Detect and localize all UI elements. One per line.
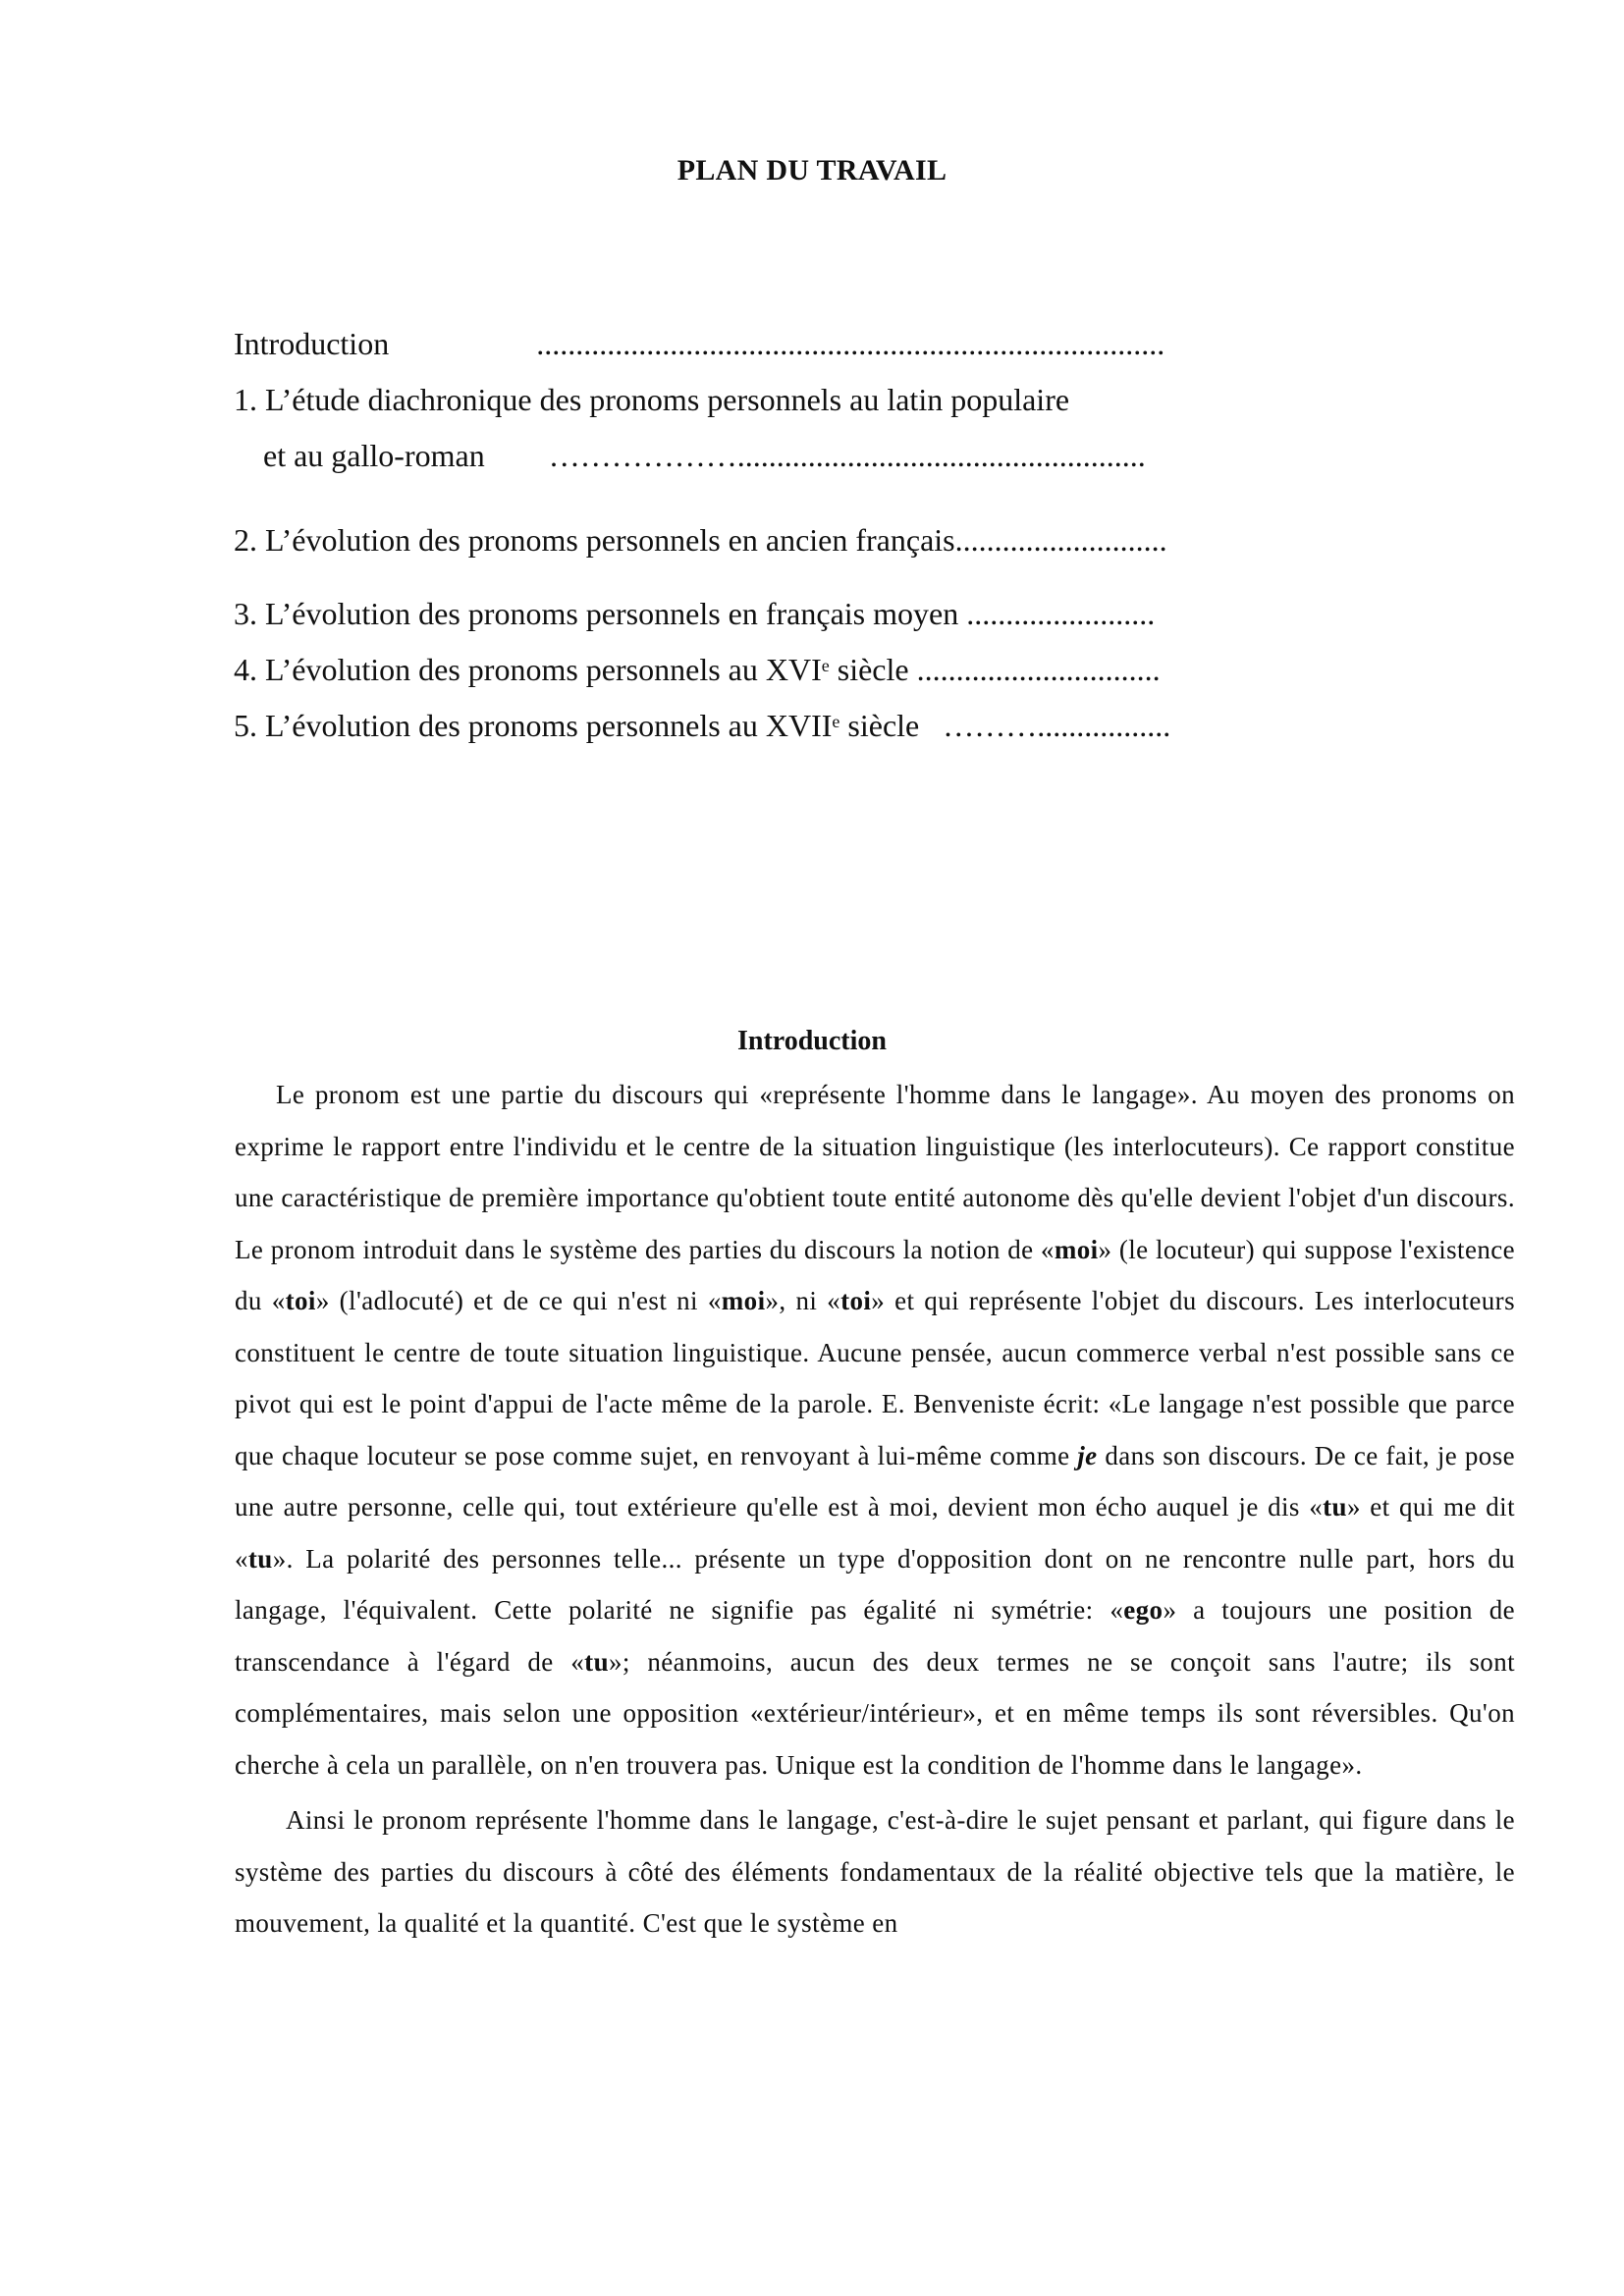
introduction-body	[235, 1069, 1515, 1949]
toc-item-label: 2. L’évolution des pronoms personnels en ancien français	[234, 522, 955, 558]
toc-item-dots: ...............................	[916, 652, 1161, 687]
toc-item-label-post: siècle	[829, 652, 917, 687]
toc-item-label: 1. L’étude diachronique des pronoms personnels au latin populaire	[234, 382, 1070, 417]
introduction-title: Introduction	[737, 1026, 887, 1056]
toc-item-5	[234, 706, 1170, 745]
toc-item-sup: e	[821, 656, 830, 675]
toc-item-introduction	[234, 324, 1164, 363]
paragraph-1: Le pronom est une partie du discours qui «représente l'homme dans le langage». Au moyen des pronoms on exprime le rapport entre l'individu et le centre de la situation linguistique (les interlocuteurs). Ce rapport constitue une caractéristique de première importance qu'obtient toute entité autonome dès qu'elle devient l'objet d'un discours. Le pronom introduit dans le système des parties du discours la notion de «moi» (le locuteur) qui suppose l'existence du «toi» (l'adlocuté) et de ce qui n'est ni «moi», ni «toi» et qui représente l'objet du discours. Les interlocuteurs constituent le centre de toute situation linguistique. Aucune pensée, aucun commerce verbal n'est possible sans ce pivot qui est le point d'appui de l'acte même de la parole. E. Benveniste écrit: «Le langage n'est possible que parce que chaque locuteur se pose comme sujet, en renvoyant à lui-même comme je dans son discours. De ce fait, je pose une autre personne, celle qui, tout extérieure qu'elle est à moi, devient mon écho auquel je dis «tu» et qui me dit «tu». La polarité des personnes telle... présente un type d'opposition dont on ne rencontre nulle part, hors du langage, l'équivalent. Cette polarité ne signifie pas égalité ni symétrie: «ego» a toujours une position de transcendance à l'égard de «tu»; néanmoins, aucun des deux termes ne se conçoit sans l'autre; ils sont complémentaires, mais selon une opposition «extérieur/intérieur», et en même temps ils sont réversibles. Qu'on cherche à cela un parallèle, on n'en trouvera pas. Unique est la condition de l'homme dans le langage».	[235, 1080, 1516, 1780]
toc-item-label: Introduction	[234, 326, 390, 361]
toc-item-dots: ........................	[966, 596, 1156, 631]
toc-item-label: 3. L’évolution des pronoms personnels en français moyen	[234, 596, 967, 631]
toc-item-sup: e	[832, 712, 840, 731]
toc-item-dots: ………………....................................................	[548, 438, 1146, 473]
toc-item-label: et au gallo-roman	[263, 438, 485, 473]
toc-item-4	[234, 650, 1161, 689]
toc-item-2	[234, 520, 1167, 560]
toc-item-1	[234, 380, 1069, 419]
toc-item-3	[234, 594, 1155, 633]
toc-item-dots: ...........................	[954, 522, 1167, 558]
toc-item-label: 4. L’évolution des pronoms personnels au XVI	[234, 652, 822, 687]
toc-item-dots: ................................................................................	[536, 326, 1165, 361]
paragraph-2: Ainsi le pronom représente l'homme dans le langage, c'est-à-dire le sujet pensant et parlant, qui figure dans le système des parties du discours à côté des éléments fondamentaux de la réalité objective tels que la matière, le mouvement, la qualité et la quantité. C'est que le système en	[235, 1805, 1515, 1938]
toc-item-label: 5. L’évolution des pronoms personnels au XVII	[234, 708, 833, 743]
toc-item-dots: ……….................	[943, 708, 1171, 743]
page-title: PLAN DU TRAVAIL	[677, 154, 947, 187]
toc-item-1-continued	[234, 436, 1146, 475]
toc-item-label-post: siècle	[839, 708, 944, 743]
